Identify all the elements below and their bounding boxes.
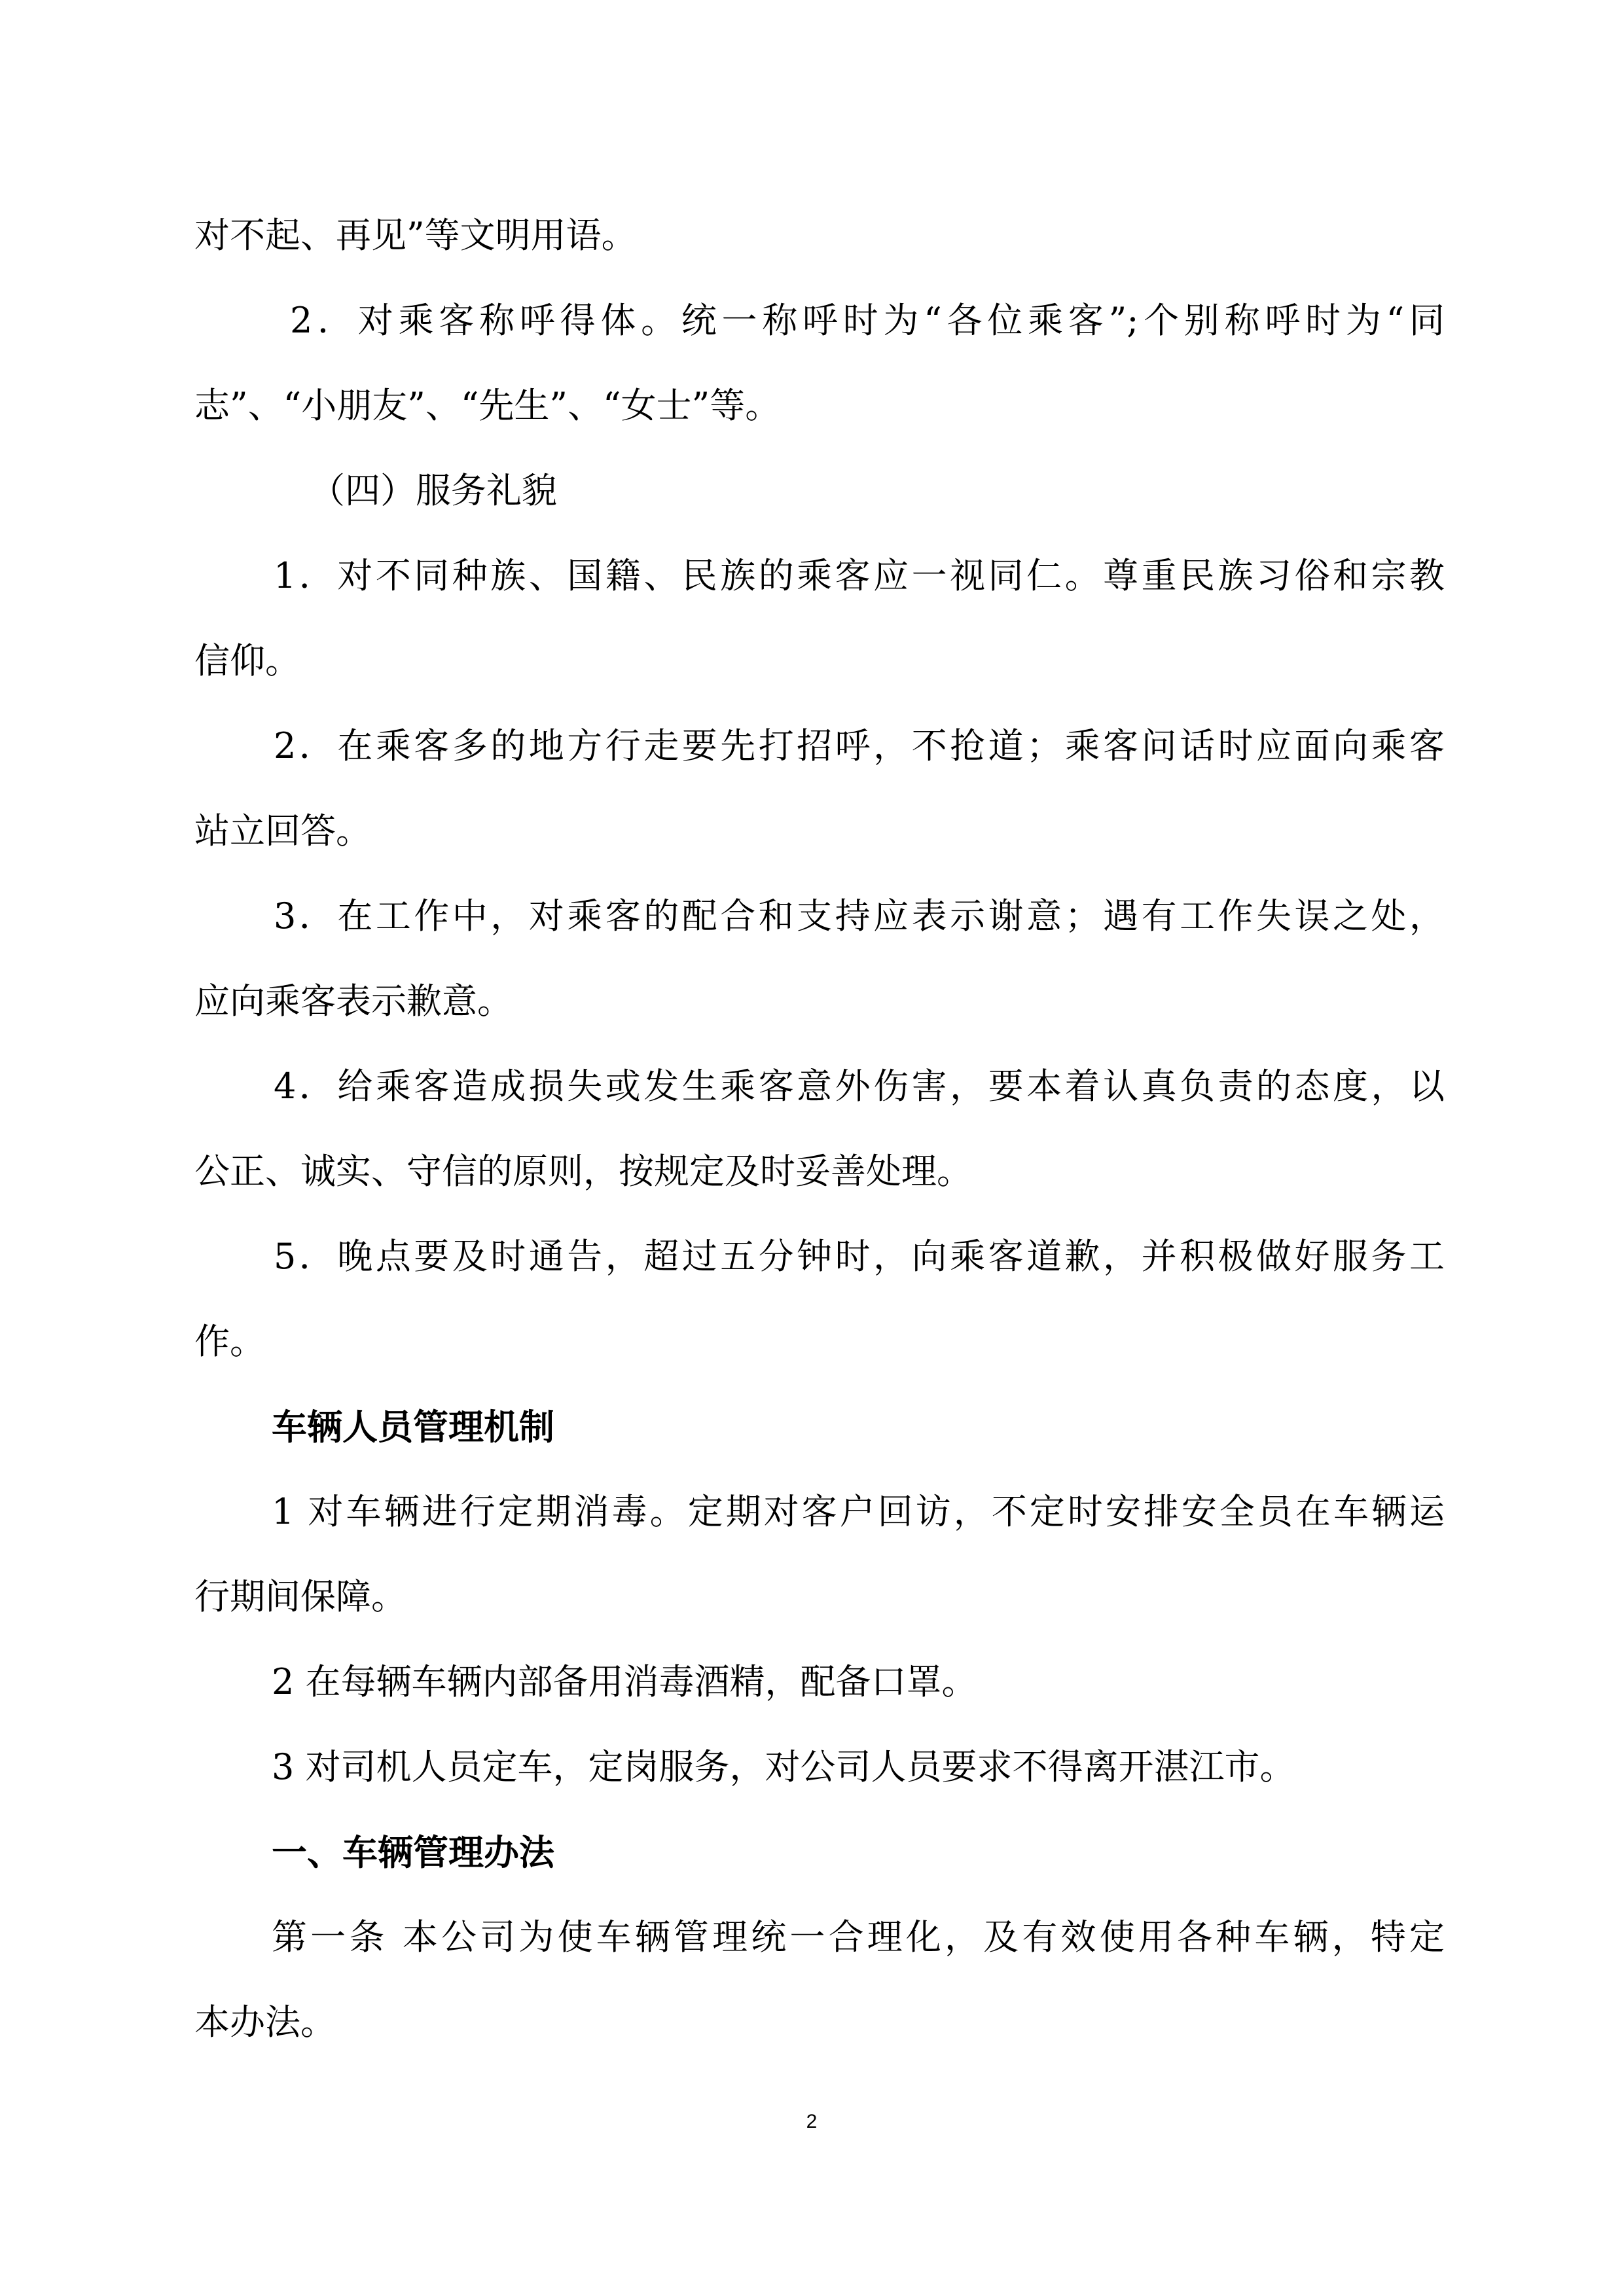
text-line-16: 1 对车辆进行定期消毒。定期对客户回访，不定时安排安全员在车辆运 bbox=[272, 1491, 1445, 1532]
text-line-19: 3 对司机人员定车，定岗服务，对公司人员要求不得离开湛江市。 bbox=[272, 1746, 1295, 1787]
text-line-8: 站立回答。 bbox=[194, 810, 371, 852]
text-line-9: 3．在工作中，对乘客的配合和支持应表示谢意；遇有工作失误之处， bbox=[274, 895, 1445, 937]
text-line-11: 4．给乘客造成损失或发生乘客意外伤害，要本着认真负责的态度，以 bbox=[274, 1066, 1445, 1107]
text-line-17: 行期间保障。 bbox=[194, 1576, 406, 1617]
page-number: 2 bbox=[806, 2111, 818, 2132]
text-line-1: 对不起、再见”等文明用语。 bbox=[194, 215, 637, 256]
text-line-5: 1．对不同种族、国籍、民族的乘客应一视同仁。尊重民族习俗和宗教 bbox=[274, 555, 1445, 596]
text-line-13: 5．晚点要及时通告，超过五分钟时，向乘客道歉，并积极做好服务工 bbox=[274, 1236, 1445, 1277]
text-line-21: 第一条 本公司为使车辆管理统一合理化，及有效使用各种车辆，特定 bbox=[272, 1916, 1445, 1958]
text-line-7: 2．在乘客多的地方行走要先打招呼，不抢道；乘客问话时应面向乘客 bbox=[274, 725, 1445, 766]
text-line-12: 公正、诚实、守信的原则，按规定及时妥善处理。 bbox=[194, 1151, 972, 1192]
text-line-14: 作。 bbox=[194, 1321, 265, 1362]
text-line-2: 2．对乘客称呼得体。统一称呼时为“各位乘客”;个别称呼时为“同 bbox=[290, 300, 1445, 341]
text-line-22: 本办法。 bbox=[194, 2001, 336, 2043]
text-line-3: 志”、“小朋友”、“先生”、“女士”等。 bbox=[194, 385, 781, 426]
section-heading-service-courtesy: （四）服务礼貌 bbox=[310, 470, 557, 511]
section-heading-vehicle-personnel: 车辆人员管理机制 bbox=[272, 1406, 554, 1448]
text-line-10: 应向乘客表示歉意。 bbox=[194, 980, 513, 1022]
text-line-6: 信仰。 bbox=[194, 640, 300, 681]
text-line-18: 2 在每辆车辆内部备用消毒酒精，配备口罩。 bbox=[272, 1661, 977, 1702]
section-heading-vehicle-management: 一、车辆管理办法 bbox=[272, 1831, 554, 1873]
